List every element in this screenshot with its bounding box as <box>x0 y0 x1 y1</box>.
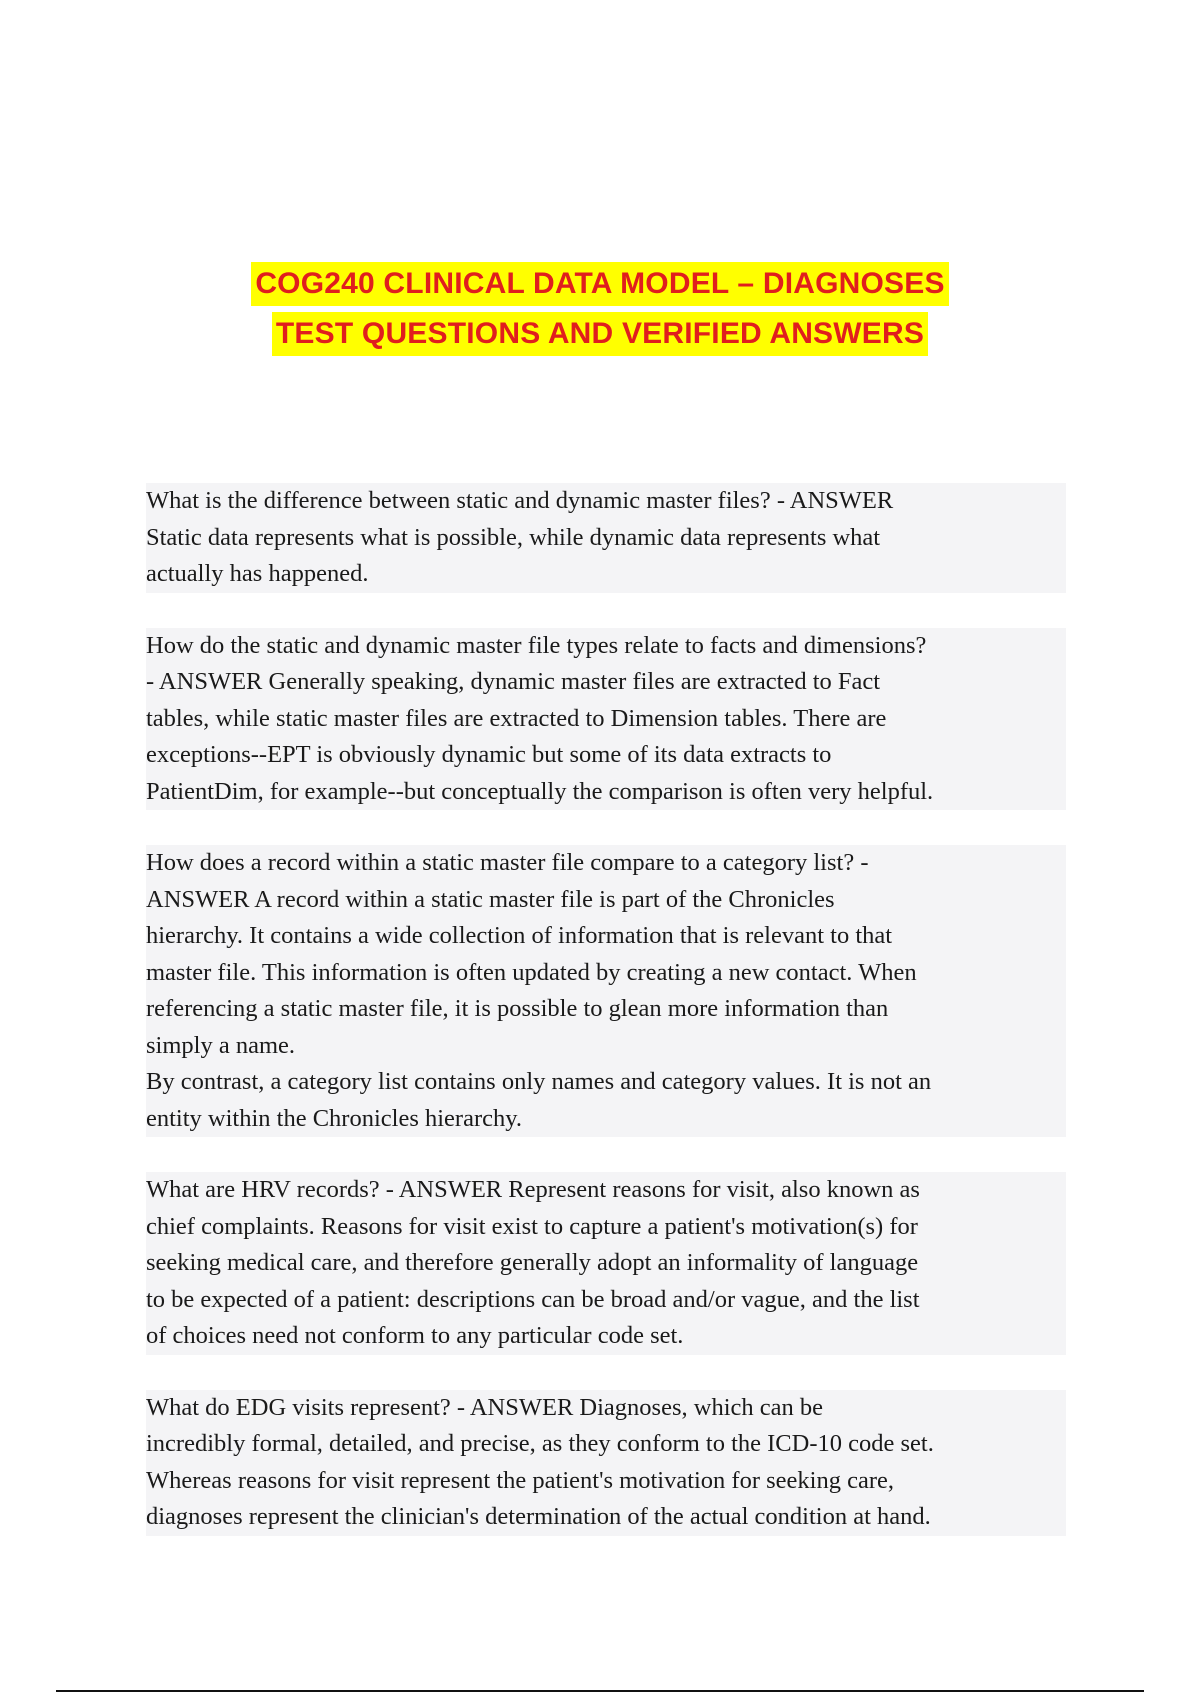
qa-item <box>146 483 1066 593</box>
qa-line: What are HRV records? - ANSWER Represent reasons for visit, also known as <box>146 1176 920 1203</box>
qa-item <box>146 1390 1066 1536</box>
qa-line: chief complaints. Reasons for visit exist to capture a patient's motivation(s) for <box>146 1212 918 1240</box>
qa-line: How does a record within a static master file compare to a category list? - <box>146 849 869 876</box>
qa-line: seeking medical care, and therefore generally adopt an informality of language <box>146 1249 919 1276</box>
qa-line: simply a name. <box>146 1031 296 1059</box>
qa-line: referencing a static master file, it is possible to glean more information than <box>146 995 889 1022</box>
qa-line: actually has happened. <box>146 560 369 587</box>
qa-line: master file. This information is often updated by creating a new contact. When <box>146 958 917 986</box>
qa-line: diagnoses represent the clinician's determination of the actual condition at hand. <box>146 1503 931 1530</box>
qa-line: hierarchy. It contains a wide collection of information that is relevant to that <box>146 922 893 949</box>
qa-line: - ANSWER Generally speaking, dynamic master files are extracted to Fact <box>146 668 881 695</box>
qa-line: ANSWER A record within a static master file is part of the Chronicles <box>146 885 835 913</box>
qa-line: of choices need not conform to any particular code set. <box>146 1322 684 1349</box>
page-bottom-rule <box>56 1690 1144 1692</box>
qa-item <box>146 845 1066 1137</box>
qa-line: Whereas reasons for visit represent the patient's motivation for seeking care, <box>146 1466 894 1494</box>
qa-line: What do EDG visits represent? - ANSWER Diagnoses, which can be <box>146 1393 823 1421</box>
qa-line: PatientDim, for example--but conceptually the comparison is often very helpful. <box>146 777 934 805</box>
qa-line: incredibly formal, detailed, and precise, as they conform to the ICD-10 code set. <box>146 1430 934 1457</box>
qa-item <box>146 628 1066 811</box>
document-title <box>0 262 1200 362</box>
qa-line: What is the difference between static and dynamic master files? - ANSWER <box>146 487 894 514</box>
qa-item <box>146 1172 1066 1355</box>
qa-line: By contrast, a category list contains only names and category values. It is not an <box>146 1068 932 1095</box>
qa-line: How do the static and dynamic master file types relate to facts and dimensions? <box>146 631 927 659</box>
title-line-1: COG240 CLINICAL DATA MODEL – DIAGNOSES <box>251 262 948 306</box>
qa-line: tables, while static master files are extracted to Dimension tables. There are <box>146 704 887 732</box>
qa-line: entity within the Chronicles hierarchy. <box>146 1104 523 1132</box>
qa-line: exceptions--EPT is obviously dynamic but some of its data extracts to <box>146 741 832 768</box>
qa-list <box>146 483 1066 1571</box>
qa-line: Static data represents what is possible, while dynamic data represents what <box>146 523 881 551</box>
qa-line: to be expected of a patient: descriptions can be broad and/or vague, and the list <box>146 1285 920 1313</box>
title-line-2: TEST QUESTIONS AND VERIFIED ANSWERS <box>272 312 928 356</box>
